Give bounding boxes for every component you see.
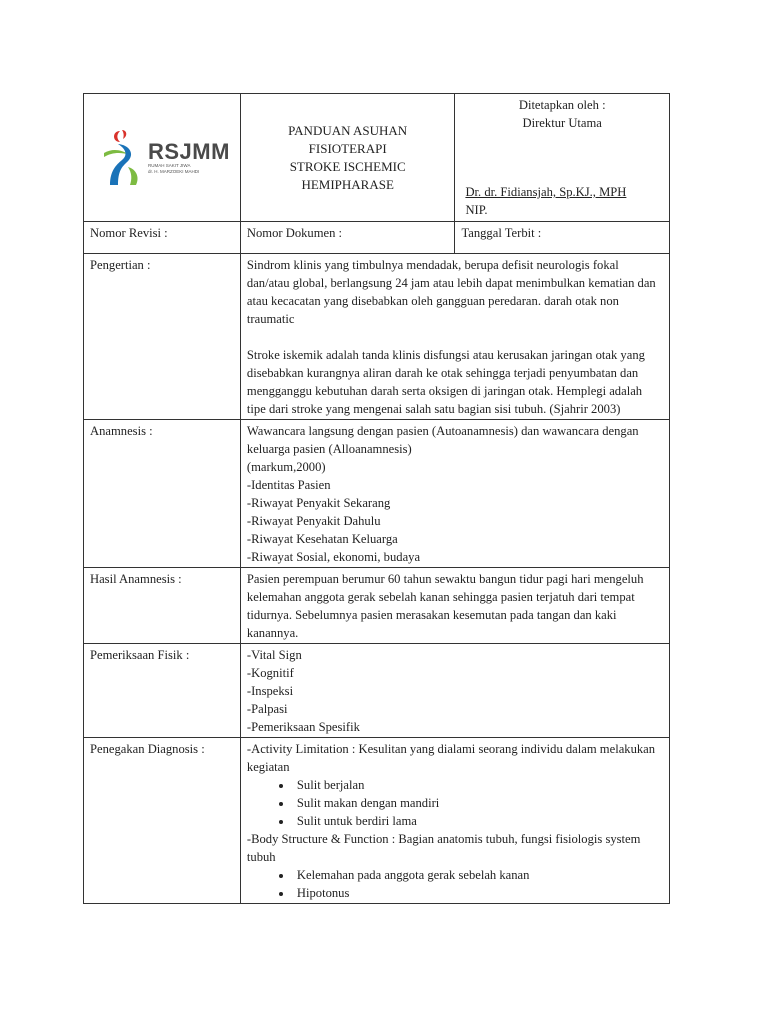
guideline-table [83,93,670,904]
list-item: -Riwayat Penyakit Sekarang [246,496,391,510]
title-line: PANDUAN ASUHAN [288,123,408,138]
logo-text [148,138,230,175]
body-structure-list [247,866,663,902]
approval-signature [465,183,626,219]
list-item: -Palpasi [246,702,288,716]
section-content [240,254,669,420]
document-title [240,94,455,222]
section-content: Pasien perempuan berumur 60 tahun sewaktu bangun tidur pagi hari mengeluh kelemahan anggota gerak sebelah kanan sehingga pasien terjatuh dari tempat tidurnya. Sebelumnya pasien merasakan kesemutan pada tangan dan kaki kanannya. [240,568,669,644]
section-row-pemeriksaan-fisik [84,644,670,738]
approval-role: Direktur Utama [522,116,602,130]
section-label: Pengertian : [84,254,241,420]
activity-heading: -Activity Limitation : Kesulitan yang dialami seorang individu dalam melakukan kegiatan [246,742,656,774]
issue-date: Tanggal Terbit : [455,222,670,254]
list-item: • Sulit untuk berdiri lama [293,812,663,830]
signatory-nip: NIP. [465,203,488,217]
section-row-diagnosis [84,738,670,904]
logo-name: RSJMM [148,138,230,164]
section-row-anamnesis [84,420,670,568]
definition-paragraph: Sindrom klinis yang timbulnya mendadak, berupa defisit neurologis fokal dan/atau global, berlangsung 24 jam atau lebih dapat menimbulkan kematian dan atau kecacatan yang disebabkan oleh gangguan peredaran. darah otak non traumatic [246,258,656,326]
anamnesis-citation: (markum,2000) [246,460,326,474]
body-structure-heading: -Body Structure & Function : Bagian anatomis tubuh, fungsi fisiologis system tubuh [246,832,641,864]
title-line: HEMIPHARASE [301,177,394,192]
header-row [84,94,670,222]
section-label: Pemeriksaan Fisik : [84,644,241,738]
section-label: Penegakan Diagnosis : [84,738,241,904]
section-content [240,420,669,568]
section-label: Hasil Anamnesis : [84,568,241,644]
section-row-pengertian [84,254,670,420]
list-item: -Identitas Pasien [246,478,331,492]
section-content [240,644,669,738]
list-item: -Riwayat Kesehatan Keluarga [246,532,398,546]
approval-label: Ditetapkan oleh : [518,98,606,112]
section-content [240,738,669,904]
section-label: Anamnesis : [84,420,241,568]
title-line: FISIOTERAPI [308,141,387,156]
list-item: • Hipotonus [293,884,663,902]
approval-cell [455,94,670,222]
logo-emblem-icon [100,127,146,189]
activity-list [247,776,663,830]
anamnesis-intro: Wawancara langsung dengan pasien (Autoanamnesis) dan wawancara dengan keluarga pasien (Alloanamnesis) [246,424,639,456]
logo-subtitle-2: dr. H. MARZOEKI MAHDI [148,168,200,174]
paragraph-gap [247,328,663,346]
meta-row [84,222,670,254]
list-item: -Riwayat Sosial, ekonomi, budaya [246,550,421,564]
hospital-logo [84,127,240,189]
revision-number: Nomor Revisi : [84,222,241,254]
document-number: Nomor Dokumen : [240,222,455,254]
list-item: • Sulit berjalan [293,776,663,794]
list-item: • Sulit makan dengan mandiri [293,794,663,812]
list-item: -Riwayat Penyakit Dahulu [246,514,381,528]
logo-cell [84,94,241,222]
list-item: -Pemeriksaan Spesifik [246,720,360,734]
definition-paragraph: Stroke iskemik adalah tanda klinis disfungsi atau kerusakan jaringan otak yang disebabkan kurangnya aliran darah ke otak sehingga terjadi penyumbatan dan mengganggu kebutuhan darah serta oksigen di jaringan otak. Hemplegi adalah tipe dari stroke yang mengenai salah satu bagian sisi tubuh. (Sjahrir 2003) [246,348,645,416]
list-item: -Inspeksi [246,684,294,698]
title-line: STROKE ISCHEMIC [289,159,406,174]
list-item: -Vital Sign [246,648,302,662]
list-item: • Kelemahan pada anggota gerak sebelah kanan [293,866,663,884]
signatory-name: Dr. dr. Fidiansjah, Sp.KJ., MPH [465,185,627,199]
list-item: -Kognitif [246,666,294,680]
section-row-hasil-anamnesis [84,568,670,644]
logo-subtitle-1: RUMAH SAKIT JIWA [148,162,191,168]
